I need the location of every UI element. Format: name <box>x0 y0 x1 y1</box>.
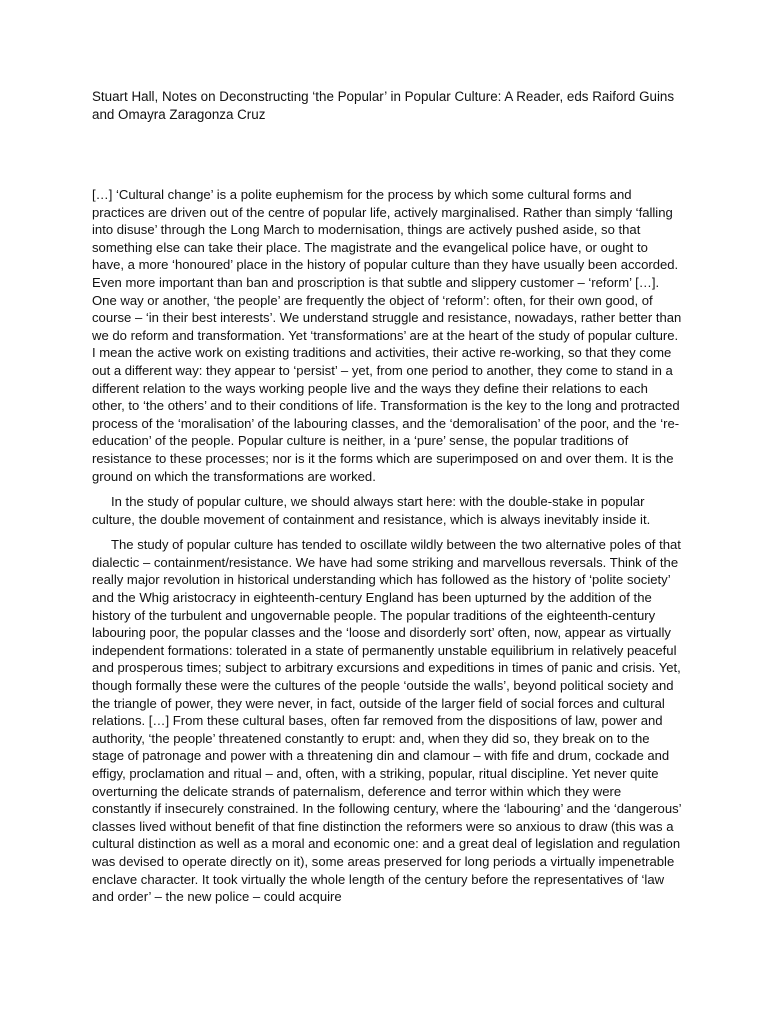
paragraph-2: In the study of popular culture, we should always start here: with the double-stake in popular culture, the double movement of containment and resistance, which is always inevitably inside it. <box>92 494 651 527</box>
document-body <box>92 186 682 914</box>
document-title: Stuart Hall, Notes on Deconstructing ‘the Popular’ in Popular Culture: A Reader, eds Raiford Guins and Omayra Zaragonza Cruz <box>92 89 675 122</box>
paragraph-3: The study of popular culture has tended to oscillate wildly between the two alternative poles of that dialectic – containment/resistance. We have had some striking and marvellous reversals. Think of the really major revolution in historical understanding which has followed as the history of ‘polite society’ and the Whig aristocracy in eighteenth-century England has been upturned by the addition of the history of the turbulent and ungovernable people. The popular traditions of the eighteenth-century labouring poor, the popular classes and the ‘loose and disorderly sort’ often, now, appear as virtually independent formations: tolerated in a state of permanently unstable equilibrium in relatively peaceful and prosperous times; subject to arbitrary excursions and expeditions in times of panic and crisis. Yet, though formally these were the cultures of the people ‘outside the walls’, beyond political society and the triangle of power, they were never, in fact, outside of the larger field of social forces and cultural relations. […] From these cultural bases, often far removed from the dispositions of law, power and authority, ‘the people’ threatened constantly to erupt: and, when they did so, they break on to the stage of patronage and power with a threatening din and clamour – with fife and drum, cockade and effigy, proclamation and ritual – and, often, with a striking, popular, ritual discipline. Yet never quite overturning the delicate strands of paternalism, deference and terror within which they were constantly if insecurely constrained. In the following century, where the ‘labouring’ and the ‘dangerous’ classes lived without benefit of that fine distinction the reformers were so anxious to draw (this was a cultural distinction as well as a moral and economic one: and a great deal of legislation and regulation was devised to operate directly on it), some areas preserved for long periods a virtually impenetrable enclave character. It took virtually the whole length of the century before the representatives of ‘law and order’ – the new police – could acquire <box>92 537 682 905</box>
paragraph-1: […] ‘Cultural change’ is a polite euphemism for the process by which some cultural forms and practices are driven out of the centre of popular life, actively marginalised. Rather than simply ‘falling into disuse’ through the Long March to modernisation, things are actively pushed aside, so that something else can take their place. The magistrate and the evangelical police have, or ought to have, a more ‘honoured’ place in the history of popular culture than they have usually been accorded. Even more important than ban and proscription is that subtle and slippery customer – ‘reform’ […]. One way or another, ‘the people’ are frequently the object of ‘reform’: often, for their own good, of course – ‘in their best interests’. We understand struggle and resistance, nowadays, rather better than we do reform and transformation. Yet ‘transformations’ are at the heart of the study of popular culture. I mean the active work on existing traditions and activities, their active re-working, so that they come out a different way: they appear to ‘persist’ – yet, from one period to another, they come to stand in a different relation to the ways working people live and the ways they define their relations to each other, to ‘the others’ and to their conditions of life. Transformation is the key to the long and protracted process of the ‘moralisation’ of the labouring classes, and the ‘demoralisation’ of the poor, and the ‘re-education’ of the people. Popular culture is neither, in a ‘pure’ sense, the popular traditions of resistance to these processes; nor is it the forms which are superimposed on and over them. It is the ground on which the transformations are worked. <box>92 187 682 484</box>
